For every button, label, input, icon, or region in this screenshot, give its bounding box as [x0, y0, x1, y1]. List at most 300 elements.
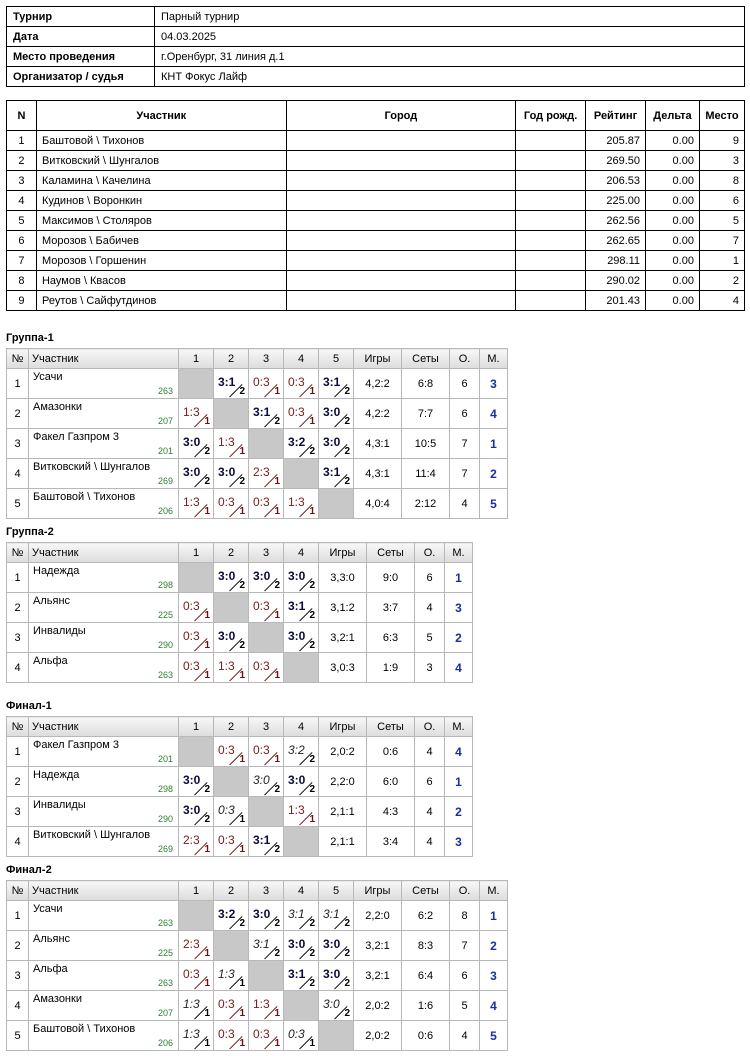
match-result [214, 369, 248, 398]
match-result-cell [249, 369, 284, 399]
participant-cell: Наумов \ Квасов [36, 271, 286, 291]
group-column-header: М. [445, 543, 473, 563]
info-label: Организатор / судья [7, 67, 155, 87]
group-column-header: 3 [249, 881, 284, 901]
match-result-cell [319, 901, 354, 931]
group-column-header: 4 [284, 881, 319, 901]
group-column-header: Игры [354, 881, 402, 901]
group-row [7, 489, 508, 519]
points-cell: 3 [415, 653, 445, 683]
player-cell [29, 369, 179, 399]
participant-cell: 0.00 [646, 151, 700, 171]
match-result-cell [319, 931, 354, 961]
match-points: 2 [309, 580, 315, 591]
group-title: Финал-2 [6, 864, 52, 876]
participant-cell: 2 [699, 271, 744, 291]
row-number: 4 [7, 827, 29, 857]
match-score: 3:0 [218, 569, 236, 583]
row-number: 1 [7, 737, 29, 767]
match-score: 3:0 [323, 967, 341, 981]
match-result [319, 399, 353, 428]
match-score: 1:3 [218, 435, 235, 449]
player-rating: 201 [157, 446, 173, 456]
match-result-cell [214, 797, 249, 827]
participant-cell [286, 151, 516, 171]
group-column-header: 5 [319, 349, 354, 369]
match-points: 2 [309, 754, 315, 765]
participant-cell: 6 [7, 231, 37, 251]
match-points: 1 [204, 948, 210, 959]
place-cell: 1 [480, 901, 508, 931]
participants-column-header: N [7, 101, 37, 131]
points-cell: 8 [450, 901, 480, 931]
match-points: 2 [344, 476, 350, 487]
match-points: 2 [274, 784, 280, 795]
match-points: 1 [274, 670, 280, 681]
match-result [319, 931, 353, 960]
player-cell [29, 767, 179, 797]
match-points: 1 [204, 506, 210, 517]
match-result [179, 653, 213, 682]
match-result [249, 901, 283, 930]
match-points: 2 [309, 918, 315, 929]
group-column-header: Игры [319, 543, 367, 563]
match-result-cell [214, 653, 249, 683]
games-cell: 4,3:1 [354, 459, 402, 489]
player-rating: 263 [157, 918, 173, 928]
participant-cell: 6 [699, 191, 744, 211]
match-score: 2:3 [183, 937, 200, 951]
participant-cell: Кудинов \ Воронкин [36, 191, 286, 211]
match-result [214, 653, 248, 682]
match-points: 2 [204, 446, 210, 457]
participant-cell: 0.00 [646, 211, 700, 231]
row-number: 3 [7, 961, 29, 991]
group-column-header: 2 [214, 543, 249, 563]
match-score: 0:3 [218, 997, 235, 1011]
match-result-cell [214, 623, 249, 653]
games-cell: 2,2:0 [319, 767, 367, 797]
row-number: 5 [7, 489, 29, 519]
games-cell: 3,1:2 [319, 593, 367, 623]
group-header-row [7, 543, 473, 563]
self-match-cell [249, 797, 284, 827]
sets-cell: 6:2 [402, 901, 450, 931]
match-result-cell [319, 961, 354, 991]
player-cell [29, 931, 179, 961]
row-number: 4 [7, 991, 29, 1021]
group-row [7, 429, 508, 459]
match-points: 1 [204, 610, 210, 621]
match-result [319, 459, 353, 488]
match-score: 0:3 [253, 1027, 270, 1041]
match-points: 1 [309, 506, 315, 517]
group-row [7, 369, 508, 399]
place-cell: 4 [480, 991, 508, 1021]
player-cell [29, 797, 179, 827]
participants-column-header: Дельта [646, 101, 700, 131]
group-column-header: 2 [214, 349, 249, 369]
info-value: 04.03.2025 [155, 27, 745, 47]
match-result [179, 429, 213, 458]
participant-cell [286, 231, 516, 251]
match-result [179, 459, 213, 488]
participant-cell: 9 [7, 291, 37, 311]
group-column-header: Участник [29, 349, 179, 369]
match-points: 1 [274, 1038, 280, 1049]
match-result [214, 901, 248, 930]
participant-cell [516, 191, 586, 211]
group-row [7, 593, 473, 623]
match-points: 2 [344, 416, 350, 427]
match-result [214, 623, 248, 652]
match-points: 2 [309, 640, 315, 651]
match-score: 3:1 [323, 375, 341, 389]
group-row [7, 961, 508, 991]
row-number: 2 [7, 593, 29, 623]
games-cell: 4,0:4 [354, 489, 402, 519]
match-result [214, 737, 248, 766]
player-name: Усачи [33, 903, 63, 915]
group-column-header: Участник [29, 881, 179, 901]
participants-column-header: Год рожд. [516, 101, 586, 131]
player-rating: 269 [157, 476, 173, 486]
match-result [214, 563, 248, 592]
self-match-cell [249, 961, 284, 991]
self-match-cell [284, 653, 319, 683]
match-points: 2 [204, 814, 210, 825]
participant-cell [286, 271, 516, 291]
player-rating: 298 [157, 784, 173, 794]
place-cell: 1 [445, 563, 473, 593]
group-column-header: 3 [249, 349, 284, 369]
match-points: 1 [239, 670, 245, 681]
group-title: Группа-1 [6, 332, 54, 344]
place-cell: 2 [445, 623, 473, 653]
info-label: Место проведения [7, 47, 155, 67]
group-column-header: Сеты [402, 349, 450, 369]
match-result [284, 399, 318, 428]
match-score: 3:1 [253, 937, 270, 951]
match-result-cell [214, 961, 249, 991]
participant-row [7, 211, 745, 231]
match-points: 1 [239, 844, 245, 855]
sets-cell: 8:3 [402, 931, 450, 961]
match-points: 2 [309, 610, 315, 621]
participant-cell: 205.87 [586, 131, 646, 151]
games-cell: 2,2:0 [354, 901, 402, 931]
match-points: 2 [239, 386, 245, 397]
points-cell: 7 [450, 931, 480, 961]
group-row [7, 623, 473, 653]
match-result [249, 767, 283, 796]
player-rating: 225 [157, 948, 173, 958]
match-score: 0:3 [253, 659, 270, 673]
group-row [7, 901, 508, 931]
match-result-cell [179, 991, 214, 1021]
sets-cell: 3:7 [367, 593, 415, 623]
player-rating: 225 [157, 610, 173, 620]
place-cell: 2 [445, 797, 473, 827]
match-points: 1 [274, 506, 280, 517]
match-result [284, 931, 318, 960]
player-cell [29, 489, 179, 519]
match-points: 2 [274, 918, 280, 929]
match-result-cell [214, 737, 249, 767]
participant-cell: 7 [7, 251, 37, 271]
match-score: 1:3 [183, 405, 200, 419]
match-result-cell [179, 961, 214, 991]
match-points: 1 [274, 476, 280, 487]
match-result [249, 489, 283, 518]
points-cell: 7 [450, 429, 480, 459]
row-number: 2 [7, 399, 29, 429]
match-result-cell [214, 563, 249, 593]
match-score: 3:0 [183, 435, 201, 449]
participant-cell [516, 171, 586, 191]
info-value: г.Оренбург, 31 линия д.1 [155, 47, 745, 67]
participant-cell: 4 [699, 291, 744, 311]
group-column-header: О. [415, 717, 445, 737]
match-score: 3:1 [253, 405, 271, 419]
player-cell [29, 593, 179, 623]
participant-cell: Максимов \ Столяров [36, 211, 286, 231]
points-cell: 5 [450, 991, 480, 1021]
participant-cell [286, 291, 516, 311]
points-cell: 6 [450, 961, 480, 991]
self-match-cell [249, 623, 284, 653]
participant-cell [516, 151, 586, 171]
match-score: 0:3 [218, 495, 235, 509]
match-points: 1 [274, 386, 280, 397]
group-column-header: О. [415, 543, 445, 563]
match-result-cell [214, 369, 249, 399]
participant-row [7, 251, 745, 271]
points-cell: 7 [450, 459, 480, 489]
participant-row [7, 271, 745, 291]
participant-cell: 1 [699, 251, 744, 271]
group-row [7, 1021, 508, 1051]
participant-cell: 8 [7, 271, 37, 291]
row-number: 5 [7, 1021, 29, 1051]
group-column-header: М. [445, 717, 473, 737]
player-rating: 290 [157, 640, 173, 650]
info-value: Парный турнир [155, 7, 745, 27]
player-rating: 263 [157, 670, 173, 680]
match-points: 2 [309, 978, 315, 989]
sets-cell: 7:7 [402, 399, 450, 429]
self-match-cell [179, 563, 214, 593]
games-cell: 4,2:2 [354, 369, 402, 399]
player-name: Витковский \ Шунгалов [33, 461, 151, 473]
participant-cell: 9 [699, 131, 744, 151]
match-score: 0:3 [253, 743, 270, 757]
match-points: 1 [204, 844, 210, 855]
match-score: 0:3 [183, 599, 200, 613]
sets-cell: 6:4 [402, 961, 450, 991]
group-row [7, 399, 508, 429]
match-result [284, 593, 318, 622]
match-points: 1 [274, 1008, 280, 1019]
participant-row [7, 151, 745, 171]
match-score: 3:1 [288, 967, 306, 981]
match-score: 3:1 [323, 907, 340, 921]
self-match-cell [284, 459, 319, 489]
participant-cell: 7 [699, 231, 744, 251]
match-result-cell [284, 429, 319, 459]
points-cell: 5 [415, 623, 445, 653]
match-score: 3:0 [218, 465, 236, 479]
participants-column-header: Участник [36, 101, 286, 131]
match-result [249, 931, 283, 960]
match-result-cell [249, 991, 284, 1021]
group-column-header: Сеты [367, 543, 415, 563]
match-result-cell [249, 593, 284, 623]
match-score: 1:3 [183, 997, 200, 1011]
match-result [284, 767, 318, 796]
self-match-cell [214, 767, 249, 797]
participant-cell: 4 [7, 191, 37, 211]
match-result-cell [249, 653, 284, 683]
player-name: Альянс [33, 933, 71, 945]
match-result [179, 827, 213, 856]
match-score: 3:1 [288, 907, 305, 921]
match-score: 3:2 [288, 435, 306, 449]
match-result [249, 653, 283, 682]
match-result-cell [319, 429, 354, 459]
sets-cell: 6:8 [402, 369, 450, 399]
match-points: 1 [204, 640, 210, 651]
match-score: 3:0 [183, 773, 201, 787]
match-score: 3:0 [253, 773, 270, 787]
player-rating: 269 [157, 844, 173, 854]
sets-cell: 0:6 [367, 737, 415, 767]
match-score: 0:3 [218, 803, 235, 817]
match-points: 1 [239, 814, 245, 825]
participant-row [7, 131, 745, 151]
match-points: 2 [239, 918, 245, 929]
participant-cell: Витковский \ Шунгалов [36, 151, 286, 171]
tournament-info-table [6, 6, 745, 87]
games-cell: 3,0:3 [319, 653, 367, 683]
match-points: 2 [239, 580, 245, 591]
place-cell: 3 [480, 369, 508, 399]
match-result [214, 797, 248, 826]
participant-cell [516, 271, 586, 291]
match-score: 0:3 [183, 629, 200, 643]
participant-cell [516, 211, 586, 231]
match-score: 3:0 [323, 405, 341, 419]
match-result [179, 593, 213, 622]
match-points: 1 [274, 610, 280, 621]
match-result [249, 827, 283, 856]
player-name: Факел Газпром 3 [33, 431, 119, 443]
match-points: 2 [204, 784, 210, 795]
player-rating: 263 [157, 386, 173, 396]
group-table [6, 880, 508, 1051]
match-result [319, 429, 353, 458]
match-result [249, 459, 283, 488]
points-cell: 4 [450, 489, 480, 519]
group-column-header: 3 [249, 543, 284, 563]
sets-cell: 1:6 [402, 991, 450, 1021]
match-result [249, 737, 283, 766]
participant-cell: 0.00 [646, 251, 700, 271]
match-result [249, 593, 283, 622]
match-points: 1 [204, 1008, 210, 1019]
games-cell: 2,1:1 [319, 797, 367, 827]
match-points: 2 [344, 918, 350, 929]
group-column-header: 2 [214, 717, 249, 737]
group-row [7, 563, 473, 593]
match-score: 2:3 [253, 465, 270, 479]
place-cell: 3 [480, 961, 508, 991]
match-result [214, 459, 248, 488]
group-column-header: № [7, 543, 29, 563]
group-column-header: Игры [354, 349, 402, 369]
match-result-cell [179, 623, 214, 653]
match-result [179, 797, 213, 826]
player-rating: 263 [157, 978, 173, 988]
group-column-header: 1 [179, 881, 214, 901]
player-cell [29, 901, 179, 931]
self-match-cell [319, 1021, 354, 1051]
participant-cell: 8 [699, 171, 744, 191]
place-cell: 3 [445, 827, 473, 857]
info-row [7, 67, 745, 87]
player-name: Альфа [33, 963, 68, 975]
match-score: 0:3 [218, 1027, 235, 1041]
place-cell: 1 [480, 429, 508, 459]
match-result-cell [284, 797, 319, 827]
match-score: 3:0 [288, 773, 306, 787]
participant-cell [286, 171, 516, 191]
match-score: 3:0 [288, 629, 306, 643]
group-row [7, 827, 473, 857]
info-value: КНТ Фокус Лайф [155, 67, 745, 87]
match-score: 3:2 [218, 907, 236, 921]
sets-cell: 3:4 [367, 827, 415, 857]
player-name: Инвалиды [33, 625, 86, 637]
match-points: 1 [204, 416, 210, 427]
player-cell [29, 563, 179, 593]
player-cell [29, 653, 179, 683]
row-number: 4 [7, 459, 29, 489]
player-rating: 207 [157, 1008, 173, 1018]
match-score: 0:3 [253, 495, 270, 509]
row-number: 4 [7, 653, 29, 683]
sets-cell: 10:5 [402, 429, 450, 459]
group-header-row [7, 717, 473, 737]
match-points: 2 [344, 386, 350, 397]
match-points: 2 [274, 844, 280, 855]
participant-cell [516, 131, 586, 151]
match-result-cell [284, 399, 319, 429]
match-score: 1:3 [253, 997, 270, 1011]
place-cell: 4 [480, 399, 508, 429]
match-points: 1 [309, 1038, 315, 1049]
participant-cell: 206.53 [586, 171, 646, 191]
participant-cell: 298.11 [586, 251, 646, 271]
match-score: 1:3 [218, 967, 235, 981]
match-result [284, 1021, 318, 1050]
match-result [214, 489, 248, 518]
group-column-header: Участник [29, 543, 179, 563]
match-score: 3:2 [288, 743, 305, 757]
match-points: 2 [274, 948, 280, 959]
participants-table [6, 100, 745, 311]
match-points: 2 [309, 446, 315, 457]
